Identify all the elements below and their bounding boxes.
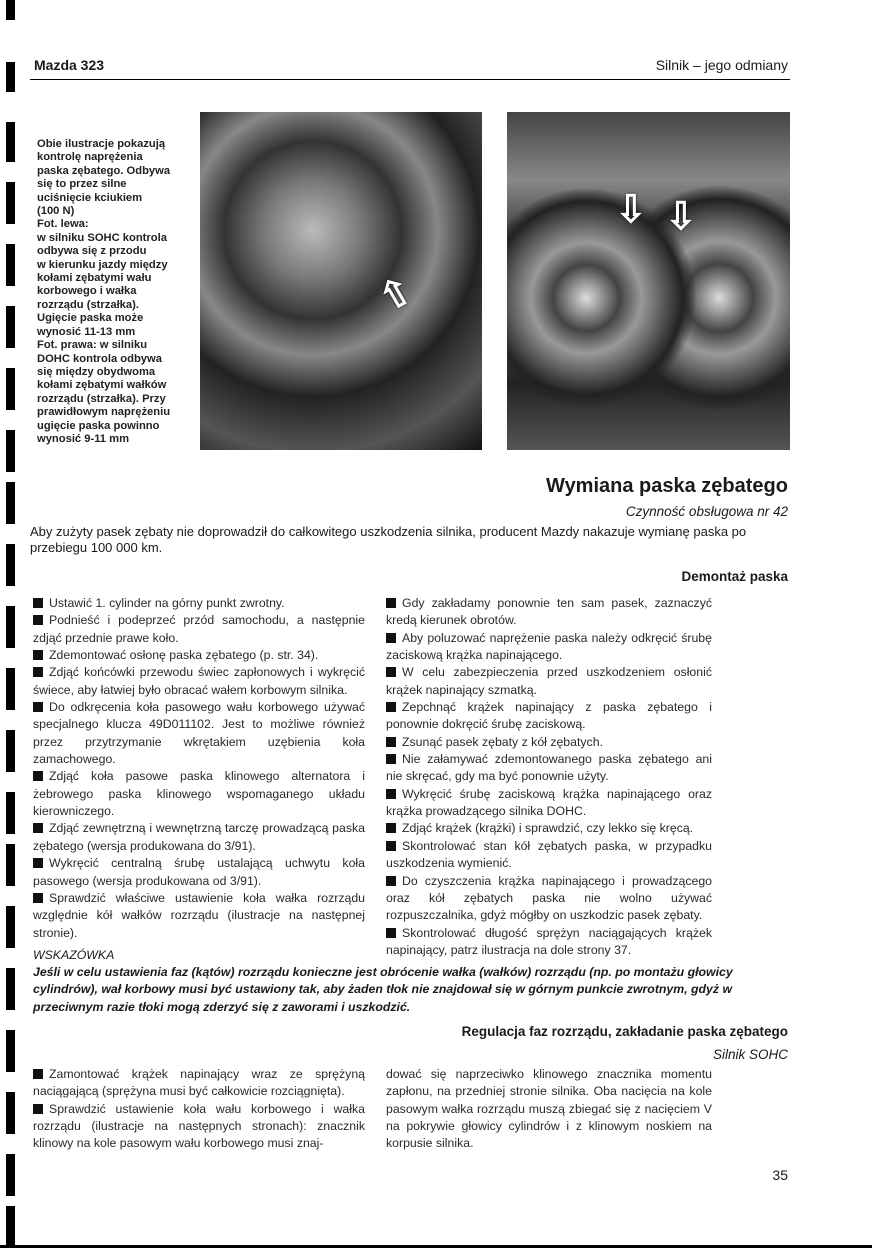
- tip-text: Jeśli w celu ustawienia faz (kątów) rozrządu konieczne jest obrócenie wałka (wałków) rozrządu (np. po montażu głowicy cylindrów), wał korbowy musi być ustawiony tak, aby żaden tłok nie znajdował się w górnym punkcie zwrotnym, gdyż w przeciwnym razie tłoki mogą zderzyć się z zaworami i uszkodzić.: [33, 965, 733, 1014]
- step-text: Zdjąć koła pasowe paska klinowego alternatora i żebrowego paska klinowego wspomaganego układu kierowniczego.: [33, 769, 365, 819]
- step-text: Wykręcić śrubę zaciskową krążka napinającego oraz krążka prowadzącego silnika DOHC.: [386, 786, 712, 819]
- step-text: Sprawdzić ustawienie koła wału korbowego i wałka rozrządu (ilustracje na następnych stronach): znacznik klinowy na kole pasowym wału korbowego musi znaj-: [33, 1101, 365, 1151]
- binder-mark: [6, 430, 15, 472]
- bullet-square-icon: [33, 771, 43, 781]
- caption-line: prawidłowym naprężeniu: [37, 406, 171, 419]
- caption-line: odbywa się z przodu: [37, 245, 147, 258]
- bullet-square-icon: [386, 789, 396, 799]
- binder-mark: [6, 668, 15, 710]
- bullet-square-icon: [386, 928, 396, 938]
- binder-mark: [6, 62, 15, 92]
- caption-line: rozrządu (strzałka).: [37, 298, 139, 311]
- bullet-square-icon: [386, 633, 396, 643]
- binder-mark: [6, 968, 15, 1010]
- caption-line: wynosić 11-13 mm: [37, 325, 136, 338]
- step-item: [33, 595, 365, 612]
- page-number: 35: [772, 1167, 788, 1183]
- step-text: Zepchnąć krążek napinający z paska zębatego i ponownie dokręcić śrubę zaciskową.: [386, 700, 712, 732]
- step-text: Zdjąć końcówki przewodu świec zapłonowych i wykręcić świece, aby łatwiej było obracać wałem korbowym silnika.: [33, 665, 365, 697]
- bullet-square-icon: [33, 823, 43, 833]
- photo-caption: [37, 138, 202, 446]
- binder-mark: [6, 1030, 15, 1072]
- step-item: [386, 838, 712, 873]
- caption-line: ugięcie paska powinno: [37, 419, 160, 432]
- step-item: [33, 647, 365, 664]
- step-item: [33, 612, 365, 647]
- binder-mark: [6, 1092, 15, 1134]
- caption-line: DOHC kontrola odbywa: [37, 352, 162, 365]
- step-item: [386, 786, 712, 821]
- subsection-title: Demontaż paska: [681, 569, 788, 584]
- bullet-square-icon: [33, 702, 43, 712]
- step-text: Aby poluzować naprężenie paska należy odkręcić śrubę zaciskową krążka napinającego.: [386, 630, 712, 663]
- step-item: [33, 855, 365, 890]
- binder-mark: [6, 906, 15, 948]
- caption-line: w silniku SOHC kontrola: [37, 231, 167, 244]
- caption-line: wynosić 9-11 mm: [37, 432, 130, 445]
- binder-mark: [6, 606, 15, 648]
- page-edge: [0, 1245, 872, 1248]
- step-item: [386, 751, 712, 786]
- step-item: [386, 630, 712, 665]
- step-text: Do czyszczenia krążka napinającego i prowadzącego oraz kół zębatych paska nie wolno używać rozpuszczalnika, gdyż mógłby on uszkodzic pasek zębaty.: [386, 873, 712, 923]
- caption-line: kołami zębatymi wału: [37, 272, 152, 285]
- caption-line: Fot. prawa: w silniku: [37, 339, 148, 352]
- bullet-square-icon: [386, 598, 396, 608]
- bullet-square-icon: [386, 737, 396, 747]
- binder-mark: [6, 306, 15, 348]
- binder-mark: [6, 792, 15, 834]
- subsection-subtitle: Silnik SOHC: [712, 1047, 788, 1062]
- caption-line: rozrządu (strzałka). Przy: [37, 392, 166, 405]
- header-rule: [30, 79, 790, 80]
- bullet-square-icon: [33, 598, 43, 608]
- steps-right-column: [386, 1066, 712, 1153]
- bullet-square-icon: [33, 1104, 43, 1114]
- step-item: [33, 820, 365, 855]
- binder-mark: [6, 368, 15, 410]
- caption-line: się między obydwoma: [37, 365, 156, 378]
- bullet-square-icon: [33, 615, 43, 625]
- step-item: [33, 890, 365, 942]
- caption-line: uciśnięcie kciukiem: [37, 191, 143, 204]
- step-text: Skontrolować stan kół zębatych paska, w przypadku uszkodzenia wymienić.: [386, 838, 712, 871]
- bullet-square-icon: [33, 667, 43, 677]
- subsection-title: Regulacja faz rozrządu, zakładanie paska zębatego: [461, 1024, 788, 1039]
- bullet-square-icon: [386, 823, 396, 833]
- arrow-icon: ⇧: [371, 268, 421, 322]
- binder-mark: [6, 730, 15, 772]
- caption-line: paska zębatego. Odbywa: [37, 164, 171, 177]
- bullet-square-icon: [386, 754, 396, 764]
- caption-line: kontrolę naprężenia: [37, 151, 143, 164]
- step-text: Skontrolować długość sprężyn naciągających krążek napinający, patrz ilustracja na dole strony 37.: [386, 925, 712, 957]
- caption-line: (100 N): [37, 205, 75, 218]
- step-item: [33, 1101, 365, 1153]
- step-item: [33, 664, 365, 699]
- step-text: Podnieść i podeprzeć przód samochodu, a następnie zdjąć przednie prawe koło.: [33, 613, 365, 645]
- section-subtitle: Czynność obsługowa nr 42: [625, 504, 788, 519]
- step-text: Gdy zakładamy ponownie ten sam pasek, zaznaczyć kredą kierunek obrotów.: [386, 596, 712, 628]
- step-item: [386, 699, 712, 734]
- steps-left-column: [33, 595, 365, 942]
- caption-line: Ugięcie paska może: [37, 312, 144, 325]
- bullet-square-icon: [33, 893, 43, 903]
- caption-line: Fot. lewa:: [37, 218, 89, 231]
- step-text: Wykręcić centralną śrubę ustalającą uchwytu koła pasowego (wersja produkowana od 3/91).: [33, 856, 365, 888]
- photo-dohc-belt-check: [507, 112, 790, 450]
- step-text: Zdjąć zewnętrzną i wewnętrzną tarczę prowadzącą paska zębatego (wersja produkowana do 3/91).: [33, 821, 365, 853]
- bullet-square-icon: [33, 1069, 43, 1079]
- binder-mark: [6, 0, 15, 20]
- step-text: Zsunąć pasek zębaty z kół zębatych.: [402, 734, 603, 749]
- caption-line: w kierunku jazdy między: [37, 258, 168, 271]
- intro-paragraph: Aby zużyty pasek zębaty nie doprowadził do całkowitego uszkodzenia silnika, producent Mazdy nakazuje wymianę paska po przebiegu 100 000 km.: [30, 524, 747, 555]
- step-text: W celu zabezpieczenia przed uszkodzeniem osłonić krążek napinający szmatką.: [386, 665, 712, 697]
- step-item: [386, 734, 712, 751]
- steps-right-column: [386, 595, 712, 959]
- binder-mark: [6, 244, 15, 286]
- caption-line: się to przez silne: [37, 178, 127, 191]
- binder-mark: [6, 482, 15, 524]
- bullet-square-icon: [33, 858, 43, 868]
- binder-mark: [6, 844, 15, 886]
- step-text: Ustawić 1. cylinder na górny punkt zwrotny.: [49, 596, 285, 610]
- binder-mark: [6, 544, 15, 586]
- step-text: dować się naprzeciwko klinowego znacznika momentu zapłonu, na przedniej stronie silnika. Oba nacięcia na kole pasowym wałka rozrządu muszą zbiegać się z nacięciem V na pokrywie głowicy cylindrów i z klinowym noskiem na korpusie silnika.: [386, 1067, 712, 1151]
- tip-box: [33, 947, 733, 1016]
- bullet-square-icon: [33, 650, 43, 660]
- running-header-left: Mazda 323: [34, 57, 105, 73]
- running-header-right: Silnik – jego odmiany: [655, 57, 788, 73]
- step-text: Sprawdzić właściwe ustawienie koła wałka rozrządu względnie kół wałków rozrządu (ilustracje na następnej stronie).: [33, 890, 365, 940]
- section-title: Wymiana paska zębatego: [546, 475, 788, 497]
- step-item: [33, 699, 365, 768]
- step-text: Zdjąć krążek (krążki) i sprawdzić, czy lekko się kręcą.: [402, 821, 694, 836]
- bullet-square-icon: [386, 841, 396, 851]
- caption-line: korbowego i wałka: [37, 285, 137, 298]
- arrow-icon: ⇩: [665, 196, 697, 238]
- bullet-square-icon: [386, 702, 396, 712]
- step-text: Zamontować krążek napinający wraz ze sprężyną naciągającą (sprężyna musi być całkowicie rozciągnięta).: [33, 1067, 365, 1099]
- bullet-square-icon: [386, 667, 396, 677]
- step-text: Do odkręcenia koła pasowego wału korbowego używać specjalnego klucza 49D011102. Jest to możliwe również przez przytrzymanie wkrętakiem uzębienia koła zamachowego.: [33, 700, 365, 767]
- caption-line: kołami zębatymi wałków: [37, 379, 167, 392]
- step-item: [33, 1066, 365, 1101]
- binder-mark: [6, 1206, 15, 1248]
- tip-label: WSKAZÓWKA: [33, 948, 115, 962]
- step-item: [33, 768, 365, 820]
- step-text: Zdemontować osłonę paska zębatego (p. str. 34).: [49, 648, 319, 663]
- caption-line: Obie ilustracje pokazują: [37, 138, 166, 150]
- step-item: [386, 873, 712, 925]
- step-item: [386, 595, 712, 630]
- bullet-square-icon: [386, 876, 396, 886]
- arrow-icon: ⇩: [615, 189, 647, 231]
- photo-sohc-belt-check: [200, 112, 482, 450]
- binder-mark: [6, 122, 15, 162]
- step-item: [386, 820, 712, 837]
- steps-left-column: [33, 1066, 365, 1153]
- binder-mark: [6, 182, 15, 224]
- step-item: [386, 664, 712, 699]
- step-text: Nie załamywać zdemontowanego paska zębatego ani nie skręcać, gdy ma być ponownie użyty.: [386, 752, 712, 784]
- binder-mark: [6, 1154, 15, 1196]
